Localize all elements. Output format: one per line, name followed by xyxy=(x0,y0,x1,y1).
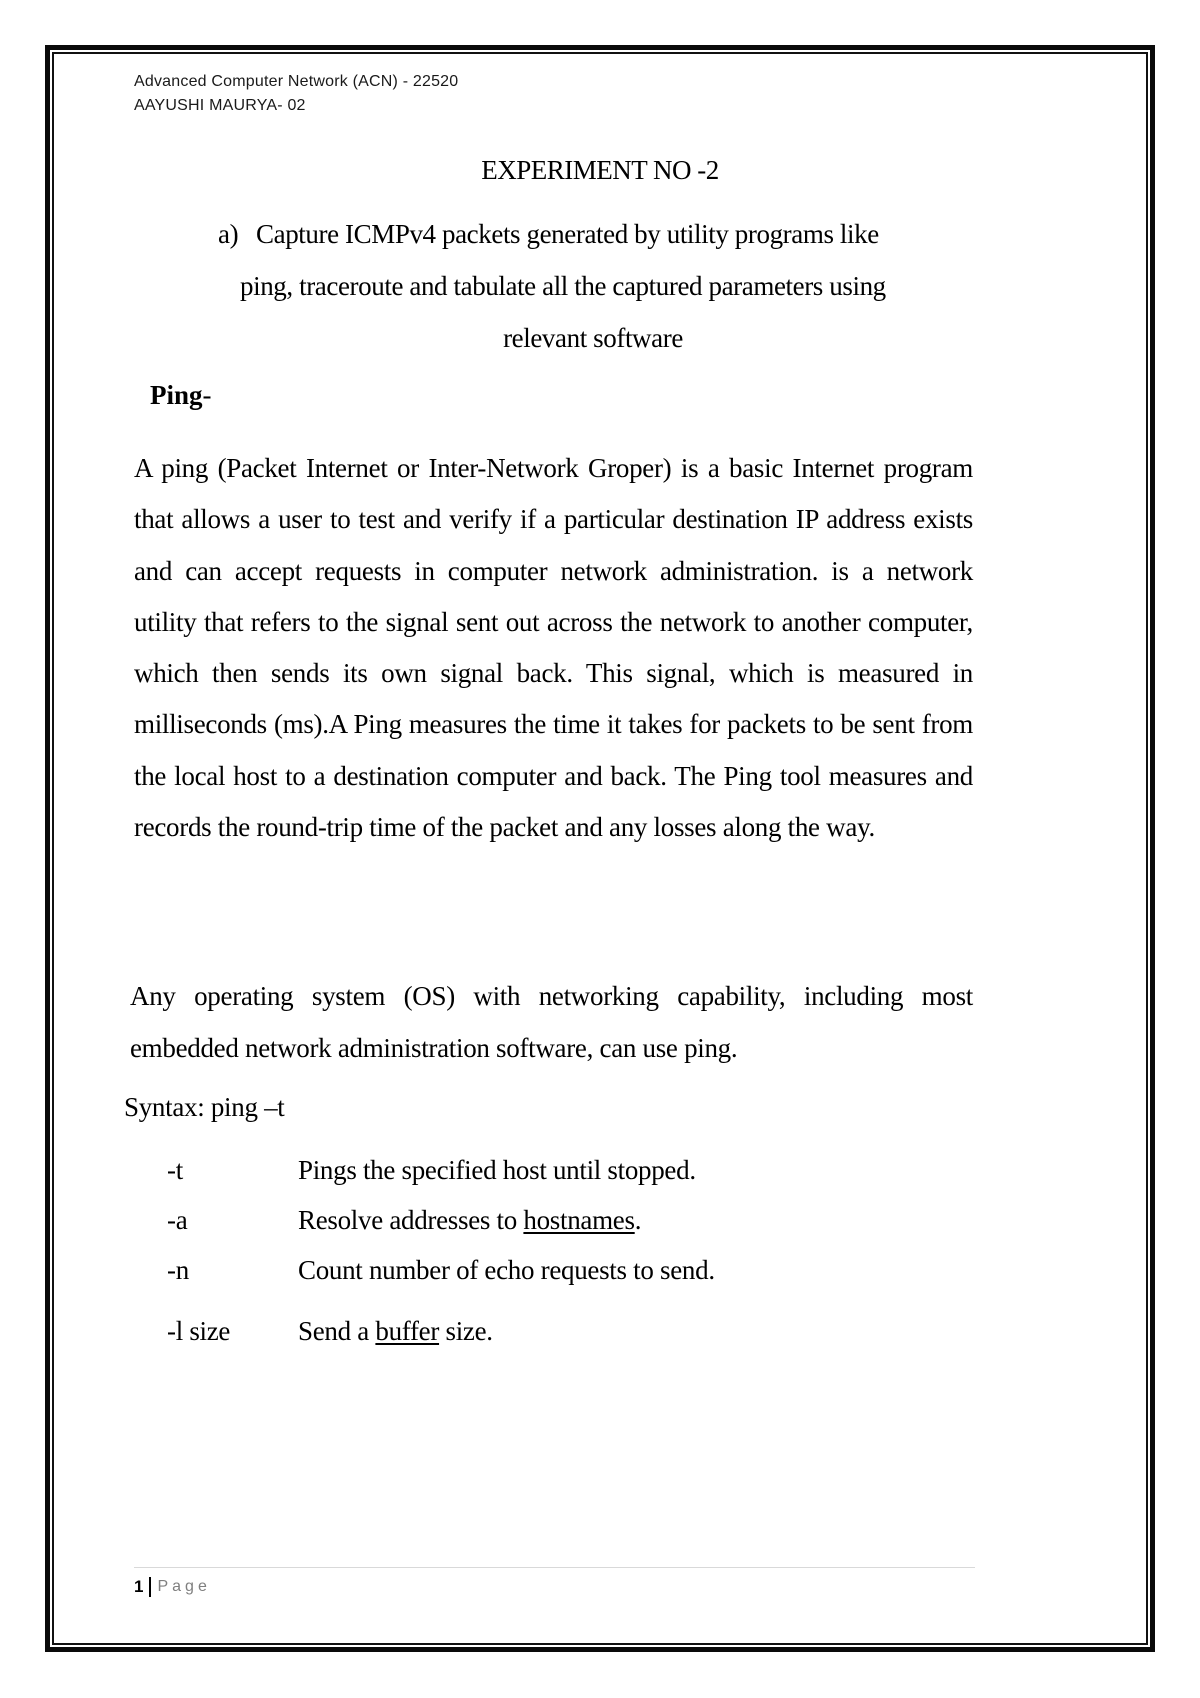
header-course-line: Advanced Computer Network (ACN) - 22520 xyxy=(134,73,459,90)
experiment-aim xyxy=(218,208,978,364)
ping-syntax: Syntax: ping –t xyxy=(124,1092,285,1122)
option-desc-text: Count number of echo requests to send. xyxy=(298,1255,715,1285)
ping-os-paragraph: Any operating system (OS) with networking capability, including most embedded network administration software, can use ping. xyxy=(130,981,973,1063)
page-number: 1 xyxy=(134,1577,144,1596)
option-desc-text: Send a xyxy=(298,1316,376,1346)
option-description xyxy=(298,1153,696,1203)
option-row-n xyxy=(167,1253,715,1303)
page-title: EXPERIMENT NO -2 xyxy=(481,155,719,185)
option-flag: -t xyxy=(167,1155,183,1185)
ping-description-paragraph: A ping (Packet Internet or Inter-Network Groper) is a basic Internet program that allows a user to test and verify if a particular destination IP address exists and can accept requests in computer network administration. is a network utility that refers to the signal sent out across the network to another computer, which then sends its own signal back. This signal, which is measured in milliseconds (ms).A Ping measures the time it takes for packets to be sent from the local host to a destination computer and back. The Ping tool measures and records the round-trip time of the packet and any losses along the way. xyxy=(134,453,973,843)
aim-line-3: relevant software xyxy=(503,323,683,353)
page-footer xyxy=(134,1576,211,1598)
option-flag: -l size xyxy=(167,1316,231,1346)
option-desc-text: Pings the specified host until stopped. xyxy=(298,1155,696,1185)
footer-separator xyxy=(149,1577,151,1597)
aim-line-1: Capture ICMPv4 packets generated by utility programs like xyxy=(256,219,879,249)
option-flag: -a xyxy=(167,1205,188,1235)
option-desc-text: Resolve addresses to xyxy=(298,1205,524,1235)
option-row-t xyxy=(167,1153,715,1203)
option-row-l xyxy=(167,1314,715,1364)
option-description xyxy=(298,1253,715,1303)
section-heading-ping xyxy=(150,378,212,412)
ping-heading-text: Ping xyxy=(150,380,203,410)
option-description xyxy=(298,1203,641,1253)
aim-list-marker: a) xyxy=(218,219,239,249)
ping-options-list xyxy=(167,1153,715,1364)
page-header xyxy=(134,70,458,118)
option-row-a xyxy=(167,1203,715,1253)
aim-line-2: ping, traceroute and tabulate all the captured parameters using xyxy=(240,271,886,301)
option-flag: -n xyxy=(167,1255,189,1285)
buffer-link[interactable]: buffer xyxy=(375,1316,440,1346)
header-student-line: AAYUSHI MAURYA- 02 xyxy=(134,97,306,114)
footer-divider xyxy=(134,1567,975,1568)
option-desc-tail: . xyxy=(634,1205,642,1235)
hostnames-link[interactable]: hostnames xyxy=(523,1205,635,1235)
option-description xyxy=(298,1314,493,1364)
ping-heading-suffix: - xyxy=(202,380,212,410)
page-label: Page xyxy=(157,1578,211,1595)
option-desc-tail: size. xyxy=(439,1316,493,1346)
